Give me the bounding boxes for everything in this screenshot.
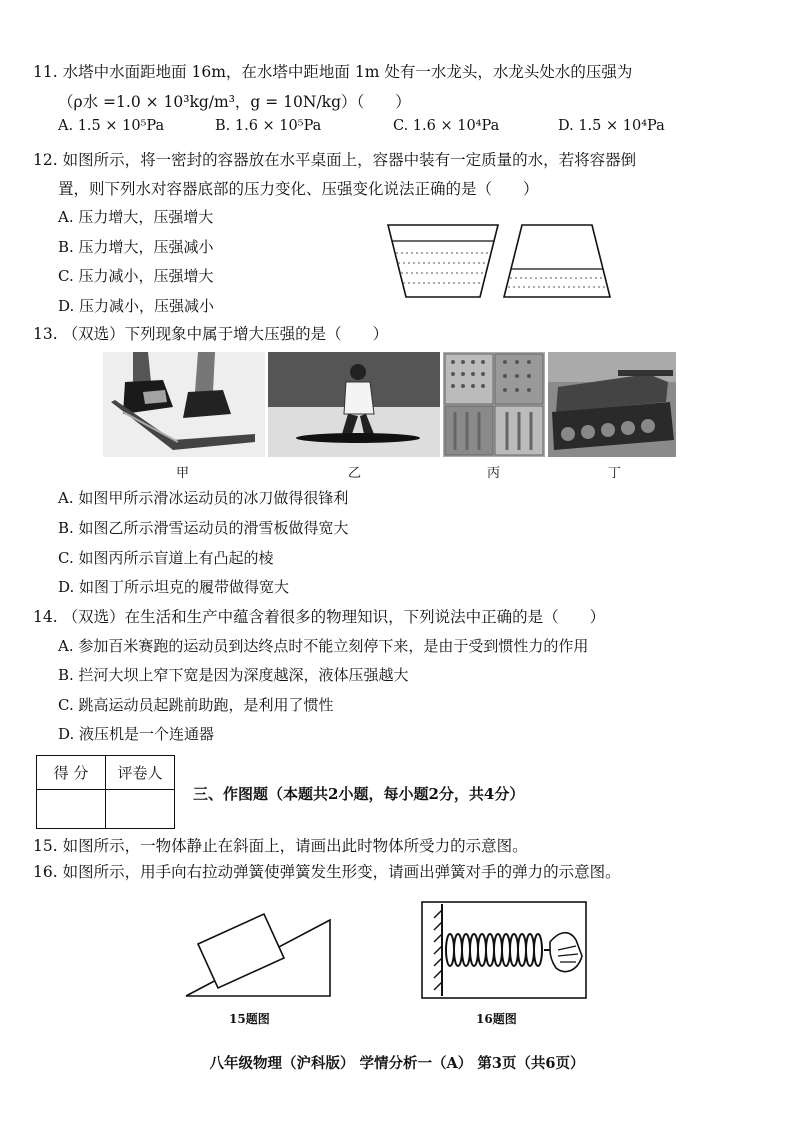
q13-option-d: D. 如图丁所示坦克的履带做得宽大 [58, 578, 290, 596]
photo-bing-tactile-paving [443, 352, 545, 457]
score-table [36, 755, 175, 829]
fig16-label: 16题图 [476, 1012, 517, 1026]
caption-ding: 丁 [608, 466, 622, 481]
container-inverted [504, 225, 610, 297]
q13-option-a: A. 如图甲所示滑冰运动员的冰刀做得很锋利 [58, 489, 349, 507]
score-header: 得 分 [37, 756, 106, 790]
q11-option-b: B. 1.6 × 10⁵Pa [215, 118, 322, 134]
q11-option-a: A. 1.5 × 10⁵Pa [58, 118, 165, 134]
q14-stem: 14. （双选）在生活和生产中蕴含着很多的物理知识，下列说法中正确的是（ ） [33, 608, 606, 626]
score-cell[interactable] [37, 790, 106, 829]
photo-jia-ice-skate [103, 352, 265, 457]
q14-option-d: D. 液压机是一个连通器 [58, 725, 215, 743]
q12-stem-line1: 12. 如图所示，将一密封的容器放在水平桌面上，容器中装有一定质量的水，若将容器倒 [33, 151, 637, 169]
q14-option-c: C. 跳高运动员起跳前助跑，是利用了惯性 [58, 696, 334, 714]
fig16-spring-and-hand [420, 900, 590, 1002]
grader-cell[interactable] [106, 790, 175, 829]
q13-option-b: B. 如图乙所示滑雪运动员的滑雪板做得宽大 [58, 519, 349, 537]
q11-option-d: D. 1.5 × 10⁴Pa [558, 118, 665, 134]
grader-header: 评卷人 [106, 756, 175, 790]
q13-option-c: C. 如图丙所示盲道上有凸起的棱 [58, 549, 274, 567]
fig15-block-on-incline [180, 902, 350, 1002]
q12-option-c: C. 压力减小，压强增大 [58, 267, 214, 285]
q13-stem: 13. （双选）下列现象中属于增大压强的是（ ） [33, 325, 389, 343]
photo-yi-snowboard [268, 352, 440, 457]
q14-option-a: A. 参加百米赛跑的运动员到达终点时不能立刻停下来，是由于受到惯性力的作用 [58, 637, 589, 655]
q12-option-b: B. 压力增大，压强减小 [58, 238, 214, 256]
q15-stem: 15. 如图所示，一物体静止在斜面上，请画出此时物体所受力的示意图。 [33, 837, 528, 855]
q11-stem-line2: （ρ水 =1.0 × 10³kg/m³，g = 10N/kg）（ ） [58, 93, 411, 111]
q12-stem-line2: 置，则下列水对容器底部的压力变化、压强变化说法正确的是（ ） [58, 180, 539, 198]
q12-option-a: A. 压力增大，压强增大 [58, 208, 214, 226]
fig15-label: 15题图 [229, 1012, 270, 1026]
section-3-heading: 三、作图题（本题共2小题，每小题2分，共4分） [193, 785, 525, 803]
caption-yi: 乙 [348, 466, 362, 481]
caption-bing: 丙 [487, 466, 501, 481]
container-upright [388, 225, 498, 297]
q11-option-c: C. 1.6 × 10⁴Pa [393, 118, 500, 134]
page-footer: 八年级物理（沪科版） 学情分析一（A） 第3页（共6页） [209, 1055, 585, 1072]
q11-stem-line1: 11. 水塔中水面距地面 16m，在水塔中距地面 1m 处有一水龙头，水龙头处水的压强为 [33, 63, 633, 81]
q12-option-d: D. 压力减小，压强减小 [58, 297, 215, 315]
q12-containers-figure [380, 215, 620, 305]
block [198, 914, 284, 988]
q16-stem: 16. 如图所示，用手向右拉动弹簧使弹簧发生形变，请画出弹簧对手的弹力的示意图。 [33, 863, 621, 881]
q14-option-b: B. 拦河大坝上窄下宽是因为深度越深，液体压强越大 [58, 666, 409, 684]
caption-jia: 甲 [176, 466, 190, 481]
photo-ding-tank [548, 352, 676, 457]
